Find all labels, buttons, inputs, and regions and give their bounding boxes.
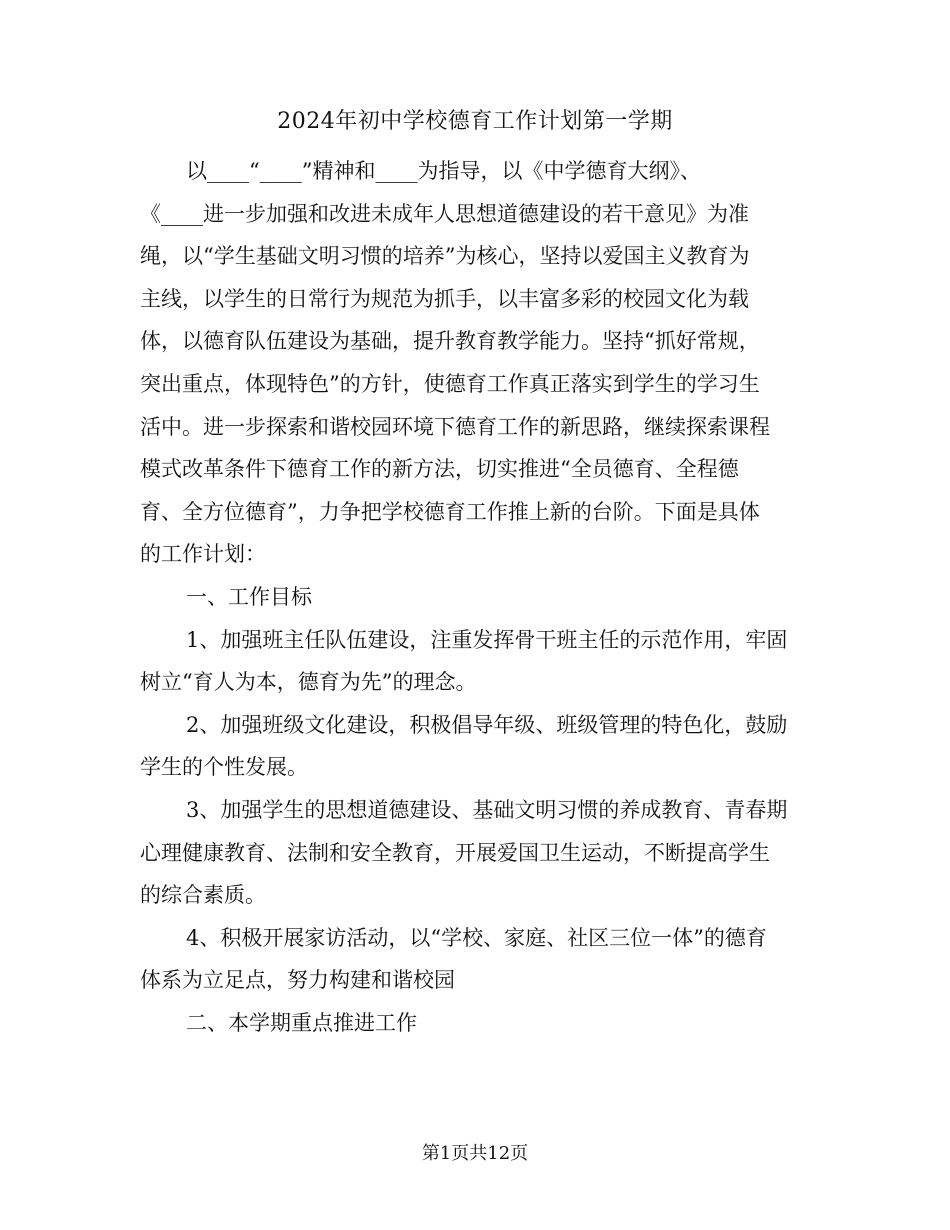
text-line: 《____进一步加强和改进未成年人思想道德建设的若干意见》为准 [140, 201, 749, 226]
text-line: 的工作计划： [140, 542, 266, 567]
text-line: 模式改革条件下德育工作的新方法，切实推进“全员德育、全程德 [140, 457, 739, 482]
page-number: 第1页共12页 [421, 1143, 529, 1164]
text-line: 树立“育人为本，德育为先”的理念。 [140, 670, 477, 695]
text-line: 主线，以学生的日常行为规范为抓手，以丰富多彩的校园文化为载 [140, 286, 749, 311]
document-title: 2024年初中学校德育工作计划第一学期 [277, 109, 673, 134]
text-line: 体系为立足点，努力构建和谐校园 [140, 968, 455, 993]
section-heading: 二、本学期重点推进工作 [186, 1010, 417, 1035]
text-line: 2、加强班级文化建设，积极倡导年级、班级管理的特色化，鼓励 [186, 712, 788, 737]
text-line: 1、加强班主任队伍建设，注重发挥骨干班主任的示范作用，牢固 [186, 627, 788, 652]
text-line: 绳，以“学生基础文明习惯的培养”为核心，坚持以爱国主义教育为 [140, 244, 750, 269]
text-line: 心理健康教育、法制和安全教育，开展爱国卫生运动，不断提高学生 [140, 840, 770, 865]
text-line: 活中。进一步探索和谐校园环境下德育工作的新思路，继续探索课程 [140, 414, 770, 439]
section-heading: 一、工作目标 [186, 584, 312, 609]
text-line: 4、积极开展家访活动，以“学校、家庭、社区三位一体”的德育 [186, 925, 767, 950]
text-line: 学生的个性发展。 [140, 755, 308, 780]
text-line: 体，以德育队伍建设为基础，提升教育教学能力。坚持“抓好常规， [140, 329, 760, 354]
text-line: 3、加强学生的思想道德建设、基础文明习惯的养成教育、青春期 [186, 797, 788, 822]
text-line: 的综合素质。 [140, 883, 266, 908]
text-line: 育、全方位德育”，力争把学校德育工作推上新的台阶。下面是具体 [140, 499, 760, 524]
document-body [140, 150, 820, 1044]
text-line: 以____“____”精神和____为指导，以《中学德育大纲》、 [186, 159, 701, 183]
text-line: 突出重点，体现特色”的方针，使德育工作真正落实到学生的学习生 [140, 371, 760, 396]
